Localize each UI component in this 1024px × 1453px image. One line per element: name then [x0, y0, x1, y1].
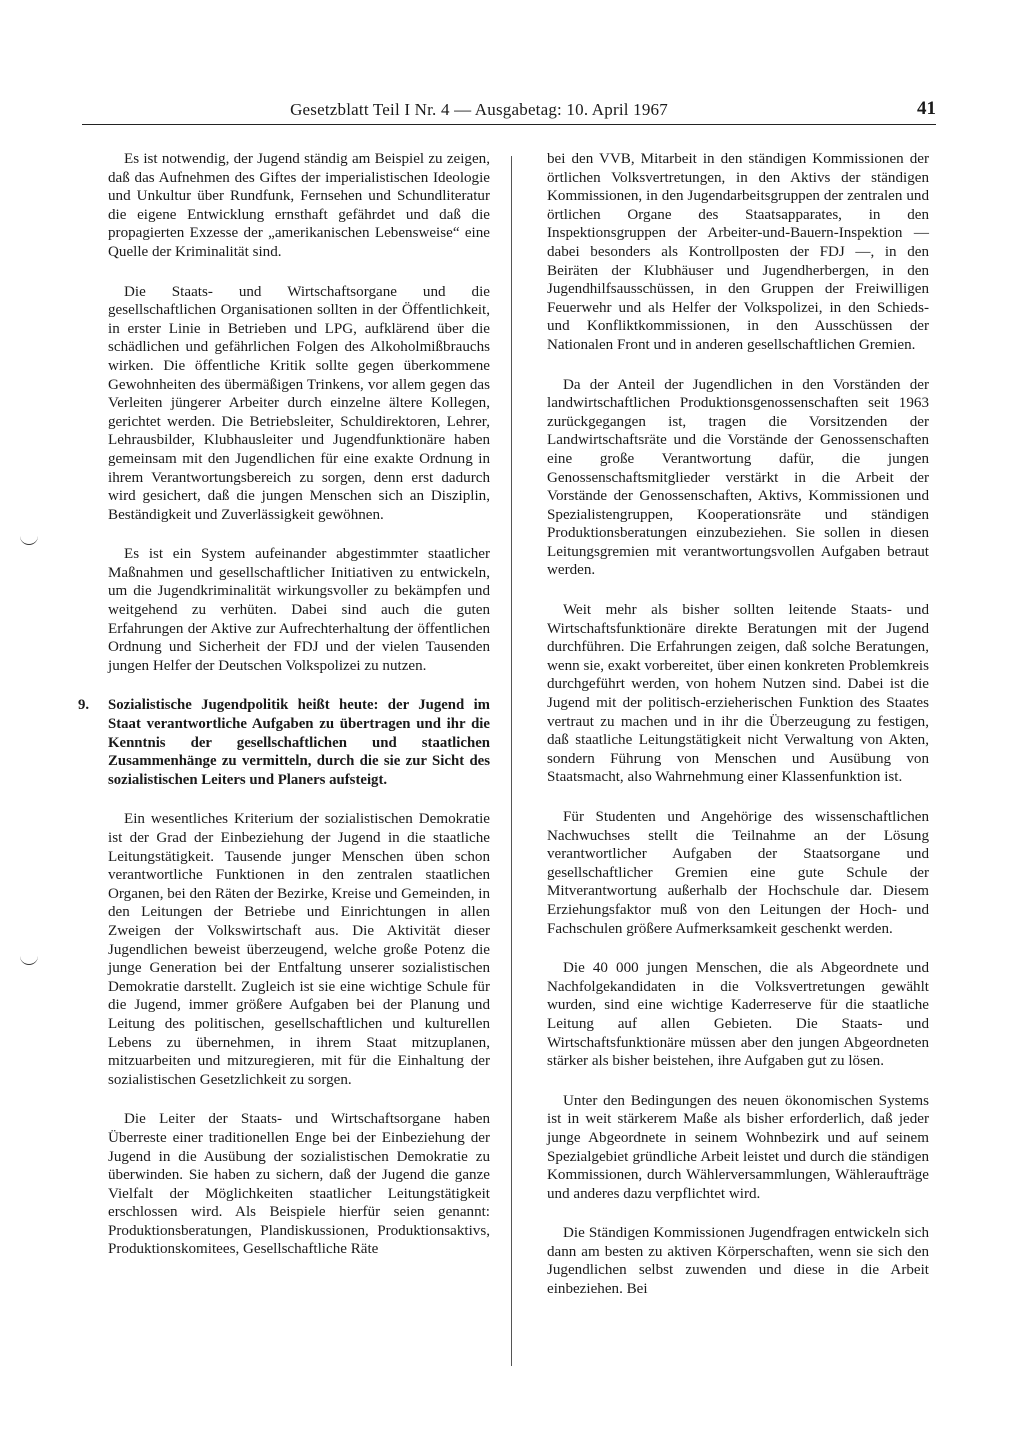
paragraph: Die Leiter der Staats- und Wirtschaftsorgane haben Überreste einer traditionellen Enge bei der Einbeziehung der Jugend in die Ausübung der sozialistischen Demokratie zu überwinden. Sie haben zu sichern, daß der Jugend die ganze Vielfalt der Möglichkeiten staatlicher Leitungstätigkeit erschlossen wird. Als Beispiele hierfür seien genannt: Produktionsberatungen, Plandiskussionen, Produktionsaktivs, Produktionskomitees, Gesellschaftliche Räte [108, 1111, 490, 1258]
section-number: 9. [78, 697, 90, 714]
numbered-section-heading [78, 696, 490, 789]
column-divider [511, 156, 512, 1366]
paragraph: Die 40 000 jungen Menschen, die als Abgeordnete und Nachfolgekandidaten in die Volksvertretungen gewählt wurden, sind eine wichtige Kaderreserve für die staatliche Leitung auf allen Gebieten. Die Staats- und Wirtschaftsfunktionäre müssen aber den jungen Abgeordneten stärker als bisher beistehen, ihre Aufgaben gut zu lösen. [547, 960, 929, 1070]
paragraph: Da der Anteil der Jugendlichen in den Vorständen der landwirtschaftlichen Produktionsgenossenschaften seit 1963 zurückgegangen ist, tragen die Vorsitzenden der Landwirtschaftsräte und die Vorstände der Genossenschaften eine große Verantwortung dafür, die jungen Genossenschaftsmitglieder verstärkt in die Arbeit der Vorstände der Genossenschaften, Aktivs, Kommissionen und Spezialistengruppen, Kooperationsräte und ständigen Produktionsberatungen einzubeziehen. Sie sollen in diesen Leitungsgremien mit verantwortungsvollen Aufgaben betraut werden. [547, 376, 929, 579]
paragraph-continued: bei den VVB, Mitarbeit in den ständigen Kommissionen der örtlichen Volksvertretungen, in den Aktivs der ständigen Kommissionen, in den Jugendarbeitsgruppen der zentralen und örtlichen Organe des Staatsapparates, in den Inspektionsgruppen der Arbeiter-und-Bauern-Inspektion — dabei besonders als Kontrollposten der FDJ —, in den Beiräten der Klubhäuser und Jugendherbergen, in den Jugendhilfsausschüssen, in den Gruppen der Freiwilligen Feuerwehr und als Helfer der Volkspolizei, in den Schieds- und Konfliktkommissionen, in den Ausschüssen der Nationalen Front und in anderen gesellschaftlichen Gremien. [547, 151, 929, 353]
paragraph: Unter den Bedingungen des neuen ökonomischen Systems ist in weit stärkerem Maße als bisher erforderlich, daß jeder junge Abgeordnete in seinem Wohnbezirk und auf seinem Spezialgebiet gründliche Arbeit leistet und durch die ständigen Kommissionen, durch Wählerversammlungen, Wähleraufträge und anderes dazu verpflichtet wird. [547, 1092, 929, 1202]
paragraph: Ein wesentliches Kriterium der sozialistischen Demokratie ist der Grad der Einbeziehung der Jugend in die staatliche Leitungstätigkeit. Tausende junger Menschen üben schon verantwortliche Funktionen in den zentralen staatlichen Organen, bei den Räten der Bezirke, Kreise und Gemeinden, in den Leitungen der Betriebe und Einrichtungen in allen Zweigen der Volkswirtschaft aus. Die Aktivität dieser Jugendlichen beweist überzeugend, welche große Potenz die junge Generation bei der Entfaltung unserer sozialistischen Demokratie darstellt. Zugleich ist sie eine wichtige Schule für die Jugend, immer größere Aufgaben bei der Planung und Leitung des politischen, gesellschaftlichen und kulturellen Lebens zu übernehmen, in ihrem Staat mitzuplanen, mitzuarbeiten und mitzuregieren, mit für die Einhaltung der sozialistischen Gesetzlichkeit zu sorgen. [108, 811, 490, 1088]
section-heading-text: Sozialistische Jugendpolitik heißt heute: der Jugend im Staat verantwortliche Aufgaben zu übertragen und ihr die Kenntnis der gesellschaftlichen und staatlichen Zusammenhänge zu vermitteln, durch die sie zur Sicht des sozialistischen Leiters und Planers aufsteigt. [108, 697, 490, 788]
paragraph: Es ist ein System aufeinander abgestimmter staatlicher Maßnahmen und gesellschaftlicher Initiativen zu entwickeln, um die Jugendkriminalität wirkungsvoller zu bekämpfen und weitgehend zu verhüten. Dabei sind auch die guten Erfahrungen der Aktive zur Aufrechterhaltung der öffentlichen Ordnung und Sicherheit der FDJ und der vielen Tausenden jungen Helfer der Deutschen Volkspolizei zu nutzen. [108, 546, 490, 674]
paragraph: Die Staats- und Wirtschaftsorgane und die gesellschaftlichen Organisationen sollten in der Öffentlichkeit, in erster Linie in Betrieben und LPG, aufklärend über die schädlichen und gefährlichen Folgen des Alkoholmißbrauchs wirken. Die öffentliche Kritik sollte gegen überkommene Gewohnheiten des übermäßigen Trinkens, vor allem gegen das Verleiten jüngerer Arbeiter durch einzelne ältere Kollegen, gerichtet werden. Die Betriebsleiter, Schuldirektoren, Lehrer, Lehrausbilder, Klubhausleiter und Jugendfunktionäre haben gemeinsam mit den Jugendlichen für eine exakte Ordnung in ihrem Verantwortungsbereich zu sorgen, denn erst dadurch wird gesichert, daß die jungen Menschen sich an Disziplin, Beständigkeit und Zuverlässigkeit gewöhnen. [108, 283, 490, 523]
paragraph: Die Ständigen Kommissionen Jugendfragen entwickeln sich dann am besten zu aktiven Körperschaften, wenn sie sich den Jugendlichen selbst zuwenden und diese in die Arbeit einbeziehen. Bei [547, 1225, 929, 1298]
margin-mark-icon [20, 536, 38, 545]
page-header [82, 98, 936, 125]
left-column [78, 150, 490, 1280]
paragraph: Es ist notwendig, der Jugend ständig am Beispiel zu zeigen, daß das Aufnehmen des Giftes der imperialistischen Ideologie und Unkultur über Rundfunk, Fernsehen und Schundliteratur die eigene Entwicklung ernsthaft gefährdet und daß die propagierten Exzesse der „amerikanischen Lebensweise“ eine Quelle der Kriminalität sind. [108, 151, 490, 260]
right-column [547, 150, 929, 1320]
paragraph: Weit mehr als bisher sollten leitende Staats- und Wirtschaftsfunktionäre direkte Beratungen mit der Jugend durchführen. Die Erfahrungen zeigen, daß solche Beratungen, wenn sie, exakt vorbereitet, über einen konkreten Problemkreis durchgeführt werden, von hohem Nutzen sind. Dabei ist die Jugend mit der politisch-erzieherischen Funktion des Staates vertraut zu machen und in ihr die Überzeugung zu festigen, daß staatliche Leitungstätigkeit nicht Verwaltung von Akten, sondern Führung von Menschen und Ausübung von Staatsmacht, also Wahrnehmung einer Klassenfunktion ist. [547, 602, 929, 786]
margin-mark-icon [20, 956, 38, 965]
page-number: 41 [917, 98, 936, 119]
paragraph: Für Studenten und Angehörige des wissenschaftlichen Nachwuchses stellt die Teilnahme an der Lösung verantwortlicher Aufgaben der Staatsorgane und gesellschaftlicher Gremien eine gute Schule der Mitverantwortung außerhalb der Hochschule dar. Diesem Erziehungsfaktor muß von den Leitungen der Hoch- und Fachschulen größere Aufmerksamkeit geschenkt werden. [547, 809, 929, 937]
header-title: Gesetzblatt Teil I Nr. 4 — Ausgabetag: 10. April 1967 [290, 100, 668, 119]
